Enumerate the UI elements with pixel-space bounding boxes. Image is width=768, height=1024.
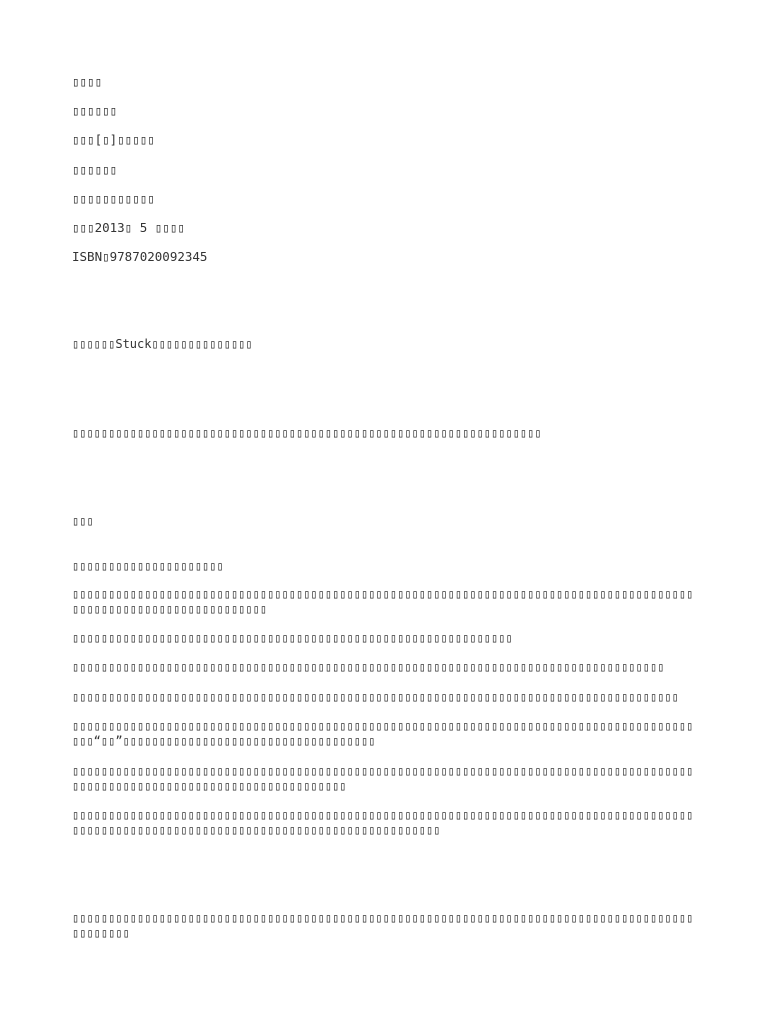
- body-paragraph: ▯▯▯▯▯▯▯▯▯▯▯▯▯▯▯▯▯▯▯▯▯▯▯▯▯▯▯▯▯▯▯▯▯▯▯▯▯▯▯▯▯▯▯▯▯▯▯▯▯▯▯▯▯▯▯▯▯▯▯▯▯▯▯▯▯▯▯▯▯▯▯▯▯▯▯▯▯▯▯▯▯▯: [72, 660, 665, 674]
- body-paragraph: ▯▯▯▯▯▯▯▯▯▯▯▯▯▯▯▯▯▯▯▯▯▯▯▯▯▯▯▯▯▯▯▯▯▯▯▯▯▯▯▯▯▯▯▯▯▯▯▯▯▯▯▯▯▯▯▯▯▯▯▯▯▯▯▯▯▯▯▯▯▯▯▯▯▯▯▯▯▯▯▯▯▯▯▯▯▯▯▯▯▯▯▯▯▯▯▯▯▯▯▯▯▯▯▯▯▯▯▯▯▯▯▯▯: [72, 587, 694, 616]
- lead-paragraph: ▯▯▯▯▯▯Stuck▯▯▯▯▯▯▯▯▯▯▯▯▯▯: [72, 337, 253, 351]
- summary-paragraph: ▯▯▯▯▯▯▯▯▯▯▯▯▯▯▯▯▯▯▯▯▯▯▯▯▯▯▯▯▯▯▯▯▯▯▯▯▯▯▯▯▯▯▯▯▯▯▯▯▯▯▯▯▯▯▯▯▯▯▯▯▯▯▯▯▯: [72, 426, 542, 440]
- body-paragraph: ▯▯▯▯▯▯▯▯▯▯▯▯▯▯▯▯▯▯▯▯▯▯▯▯▯▯▯▯▯▯▯▯▯▯▯▯▯▯▯▯▯▯▯▯▯▯▯▯▯▯▯▯▯▯▯▯▯▯▯▯▯▯▯▯▯▯▯▯▯▯▯▯▯▯▯▯▯▯▯▯▯▯▯▯▯▯▯▯▯“▯▯”▯▯▯▯▯▯▯▯▯▯▯▯▯▯▯▯▯▯▯▯▯▯▯▯▯▯▯▯▯▯▯▯▯▯▯: [72, 719, 694, 748]
- body-paragraph: ▯▯▯▯▯▯▯▯▯▯▯▯▯▯▯▯▯▯▯▯▯▯▯▯▯▯▯▯▯▯▯▯▯▯▯▯▯▯▯▯▯▯▯▯▯▯▯▯▯▯▯▯▯▯▯▯▯▯▯▯▯▯▯▯▯▯▯▯▯▯▯▯▯▯▯▯▯▯▯▯▯▯▯▯▯▯▯▯▯▯▯▯▯▯▯▯▯▯▯▯▯▯▯▯▯▯▯▯▯▯▯▯▯▯▯▯▯▯▯▯▯▯▯▯▯▯▯▯▯▯▯▯▯▯▯▯▯: [72, 808, 694, 837]
- book-author: ▯▯▯▯▯▯: [72, 103, 118, 118]
- publication-date: ▯▯▯2013▯ 5 ▯▯▯▯: [72, 220, 185, 235]
- book-press: ▯▯▯▯▯▯▯▯▯▯▯: [72, 191, 155, 206]
- body-paragraph: ▯▯▯▯▯▯▯▯▯▯▯▯▯▯▯▯▯▯▯▯▯▯▯▯▯▯▯▯▯▯▯▯▯▯▯▯▯▯▯▯▯▯▯▯▯▯▯▯▯▯▯▯▯▯▯▯▯▯▯▯▯: [72, 631, 513, 645]
- section-heading: ▯▯▯: [72, 514, 94, 528]
- closing-paragraph: ▯▯▯▯▯▯▯▯▯▯▯▯▯▯▯▯▯▯▯▯▯▯▯▯▯▯▯▯▯▯▯▯▯▯▯▯▯▯▯▯▯▯▯▯▯▯▯▯▯▯▯▯▯▯▯▯▯▯▯▯▯▯▯▯▯▯▯▯▯▯▯▯▯▯▯▯▯▯▯▯▯▯▯▯▯▯▯▯▯▯▯▯▯▯: [72, 911, 694, 940]
- book-publisher: ▯▯▯▯▯▯: [72, 162, 118, 177]
- body-paragraph: ▯▯▯▯▯▯▯▯▯▯▯▯▯▯▯▯▯▯▯▯▯▯▯▯▯▯▯▯▯▯▯▯▯▯▯▯▯▯▯▯▯▯▯▯▯▯▯▯▯▯▯▯▯▯▯▯▯▯▯▯▯▯▯▯▯▯▯▯▯▯▯▯▯▯▯▯▯▯▯▯▯▯▯▯: [72, 690, 679, 704]
- document-page: [72, 0, 698, 1024]
- body-paragraph: ▯▯▯▯▯▯▯▯▯▯▯▯▯▯▯▯▯▯▯▯▯: [72, 559, 224, 573]
- isbn: ISBN▯9787020092345: [72, 249, 208, 264]
- book-translator: ▯▯▯[▯]▯▯▯▯▯: [72, 132, 155, 147]
- book-title: ▯▯▯▯: [72, 74, 103, 89]
- body-paragraph: ▯▯▯▯▯▯▯▯▯▯▯▯▯▯▯▯▯▯▯▯▯▯▯▯▯▯▯▯▯▯▯▯▯▯▯▯▯▯▯▯▯▯▯▯▯▯▯▯▯▯▯▯▯▯▯▯▯▯▯▯▯▯▯▯▯▯▯▯▯▯▯▯▯▯▯▯▯▯▯▯▯▯▯▯▯▯▯▯▯▯▯▯▯▯▯▯▯▯▯▯▯▯▯▯▯▯▯▯▯▯▯▯▯▯▯▯▯▯▯▯▯▯▯▯: [72, 764, 694, 793]
